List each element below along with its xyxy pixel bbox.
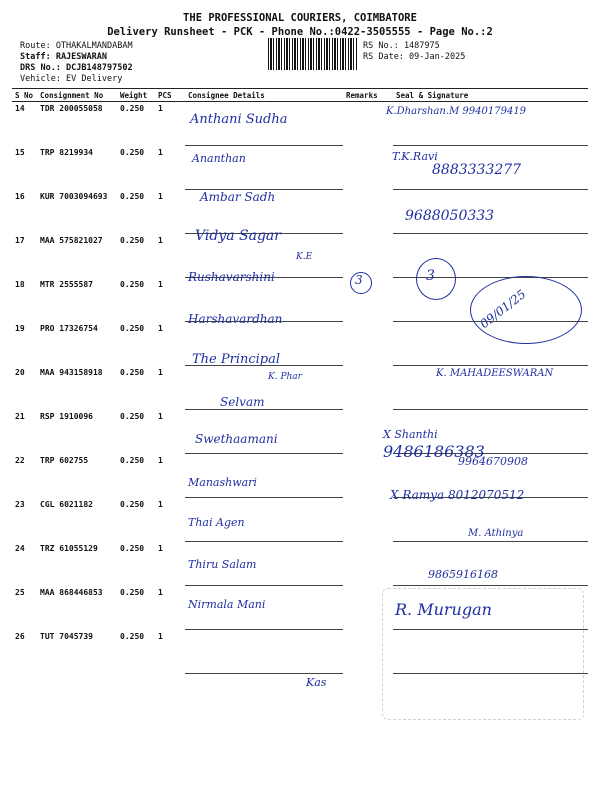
route-label: Route: OTHAKALMANDABAM xyxy=(20,41,133,51)
consignee-sign-16: Ambar Sadh xyxy=(200,190,276,204)
row-pcs: 1 xyxy=(158,191,163,201)
row-remarks xyxy=(343,322,393,366)
row-weight: 0.250 xyxy=(120,235,145,245)
row-sno: 18 xyxy=(15,279,25,289)
row-weight: 0.250 xyxy=(120,323,145,333)
table-header xyxy=(12,89,588,102)
row-consignment-no: MAA 868446853 xyxy=(40,587,103,597)
consignee-sign-25: Thiru Salam xyxy=(188,558,257,571)
row-remarks xyxy=(343,146,393,190)
consignee-sign-21: Selvam xyxy=(220,395,265,409)
col-consignment: Consignment No xyxy=(37,89,117,102)
row-consignment-no: MTR 2555587 xyxy=(40,279,93,289)
col-signature: Seal & Signature xyxy=(393,89,588,102)
row-consignment-no: MAA 575821027 xyxy=(40,235,103,245)
col-remarks: Remarks xyxy=(343,89,393,102)
row-weight: 0.250 xyxy=(120,499,145,509)
signature-24: M. Athinya xyxy=(468,528,524,539)
row-pcs: 1 xyxy=(158,499,163,509)
consignee-sign-19: Harshavardhan xyxy=(188,312,283,326)
row-consignment-no: MAA 943158918 xyxy=(40,367,103,377)
row-pcs: 1 xyxy=(158,323,163,333)
row-sno: 22 xyxy=(15,455,25,465)
row-pcs: 1 xyxy=(158,147,163,157)
row-weight: 0.250 xyxy=(120,147,145,157)
row-sno: 15 xyxy=(15,147,25,157)
signature-25: 9865916168 xyxy=(428,568,498,581)
row-sno: 14 xyxy=(15,104,25,113)
seal-circle xyxy=(416,258,456,300)
row-remarks xyxy=(343,498,393,542)
row-pcs: 1 xyxy=(158,235,163,245)
consignee-sign-20-sub: K. Phar xyxy=(268,372,302,382)
row-remarks xyxy=(343,190,393,234)
signature-18: 3 xyxy=(426,268,435,284)
consignee-sign-23: Manashwari xyxy=(188,476,257,489)
stamp-circle xyxy=(470,276,582,344)
signature-22: 9964670908 xyxy=(458,455,528,468)
rs-date: RS Date: 09-Jan-2025 xyxy=(363,52,466,62)
barcode xyxy=(268,38,358,70)
row-pcs: 1 xyxy=(158,587,163,597)
rs-number: RS No.: 1487975 xyxy=(363,41,440,51)
table-row xyxy=(12,190,588,234)
consignee-sign-18: Rushavarshini xyxy=(188,270,275,284)
consignee-sign-22: Swethaamani xyxy=(195,432,278,446)
row-consignment-no: PRO 17326754 xyxy=(40,323,98,333)
row-consignee-details xyxy=(185,630,343,674)
row-sno: 21 xyxy=(15,411,25,421)
row-weight: 0.250 xyxy=(120,631,145,641)
consignee-sign-24: Thai Agen xyxy=(188,516,245,529)
row-weight: 0.250 xyxy=(120,367,145,377)
row-pcs: 1 xyxy=(158,104,163,113)
row-remarks xyxy=(343,366,393,410)
row-weight: 0.250 xyxy=(120,587,145,597)
row-consignment-no: RSP 1910096 xyxy=(40,411,93,421)
row-sno: 23 xyxy=(15,499,25,509)
table-row xyxy=(12,410,588,454)
consignee-sign-26: Nirmala Mani xyxy=(188,598,266,611)
row-pcs: 1 xyxy=(158,411,163,421)
row-pcs: 1 xyxy=(158,279,163,289)
row-weight: 0.250 xyxy=(120,543,145,553)
row-weight: 0.250 xyxy=(120,104,145,113)
row-consignment-no: KUR 7003094693 xyxy=(40,191,108,201)
row-sno: 16 xyxy=(15,191,25,201)
consignee-sign-14: Anthani Sudha xyxy=(190,112,288,127)
row-consignment-no: TRZ 61055129 xyxy=(40,543,98,553)
row-sno: 17 xyxy=(15,235,25,245)
vehicle-label: Vehicle: EV Delivery xyxy=(20,74,123,84)
row-pcs: 1 xyxy=(158,631,163,641)
footer-initials: Kas xyxy=(306,676,327,689)
signature-15-phone: 8883333277 xyxy=(432,162,522,178)
row-weight: 0.250 xyxy=(120,191,145,201)
row-consignment-no: TRP 8219934 xyxy=(40,147,93,157)
row-sno: 26 xyxy=(15,631,25,641)
signature-21-phone: 9486186383 xyxy=(383,442,485,461)
col-weight: Weight xyxy=(117,89,155,102)
row-consignment-no: CGL 6021182 xyxy=(40,499,93,509)
signature-26: R. Murugan xyxy=(395,600,492,619)
row-consignment-no: TDR 200055058 xyxy=(40,104,103,113)
row-pcs: 1 xyxy=(158,367,163,377)
col-pcs: PCS xyxy=(155,89,185,102)
table-row xyxy=(12,542,588,586)
signature-21: X Shanthi xyxy=(383,428,438,441)
row-sno: 19 xyxy=(15,323,25,333)
row-weight: 0.250 xyxy=(120,455,145,465)
row-remarks xyxy=(343,234,393,278)
consignee-sign-15: Ananthan xyxy=(192,152,246,165)
consignee-sign-17: Vidya Sagar xyxy=(195,228,281,244)
row-weight: 0.250 xyxy=(120,411,145,421)
runsheet-title: Delivery Runsheet - PCK - Phone No.:0422-3505555 - Page No.:2 xyxy=(107,26,493,38)
signature-19-date: 09/01/25 xyxy=(477,286,529,332)
row-consignment-no: TRP 602755 xyxy=(40,455,89,465)
signature-14: K.Dharshan.M 9940179419 xyxy=(386,106,527,117)
remark-mark: 3 xyxy=(355,273,363,287)
row-remarks xyxy=(343,542,393,586)
row-weight: 0.250 xyxy=(120,279,145,289)
signature-17: 9688050333 xyxy=(405,208,495,224)
row-sno: 24 xyxy=(15,543,25,553)
drs-number: DRS No.: DCJB148797502 xyxy=(20,63,133,73)
col-sno: S No xyxy=(12,89,37,102)
consignee-sign-17-sub: K.E xyxy=(296,252,313,262)
signature-23: X Ramya 8012070512 xyxy=(390,488,525,502)
consignee-sign-20: The Principal xyxy=(192,352,281,367)
col-consignee: Consignee Details xyxy=(185,89,343,102)
row-pcs: 1 xyxy=(158,455,163,465)
staff-label: Staff: RAJESWARAN xyxy=(20,52,107,62)
row-sno: 25 xyxy=(15,587,25,597)
row-pcs: 1 xyxy=(158,543,163,553)
row-sno: 20 xyxy=(15,367,25,377)
signature-20: K. MAHADEESWARAN xyxy=(436,368,554,379)
company-title: THE PROFESSIONAL COURIERS, COIMBATORE xyxy=(183,12,417,24)
row-consignment-no: TUT 7045739 xyxy=(40,631,93,641)
signature-15: T.K.Ravi xyxy=(392,150,438,163)
